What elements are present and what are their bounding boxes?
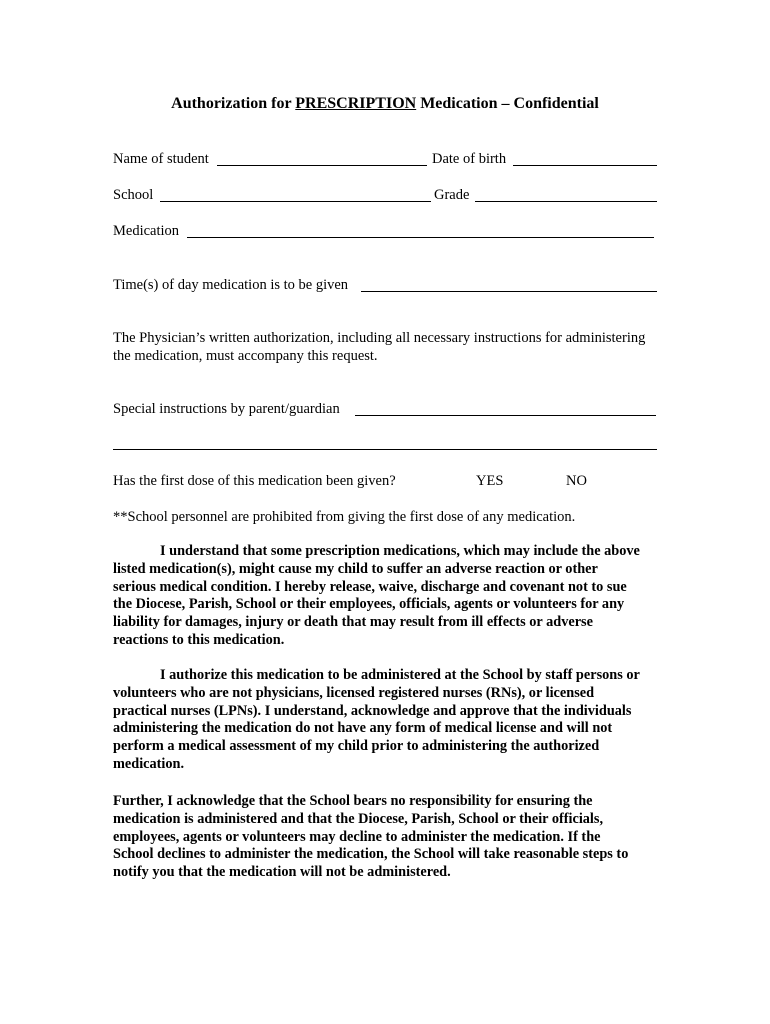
title-emphasis: PRESCRIPTION bbox=[295, 95, 417, 112]
medication-row bbox=[113, 222, 658, 242]
medication-field[interactable] bbox=[187, 237, 654, 238]
school-label: School bbox=[113, 187, 154, 203]
times-label: Time(s) of day medication is to be given bbox=[113, 277, 349, 293]
special-instructions-field[interactable] bbox=[355, 415, 656, 416]
first-dose-note: **School personnel are prohibited from giving the first dose of any medication. bbox=[113, 509, 576, 525]
responsibility-paragraph: Further, I acknowledge that the School bears no responsibility for ensuring the medication is administered and that the Diocese, Parish, School or their officials, employees, agents or volunteers may decline to administer the medication. If the School declines to administer the medication, the School will take reasonable steps to notify you that the medication will not be administered. bbox=[113, 793, 629, 881]
first-dose-question: Has the first dose of this medication been given? bbox=[113, 473, 396, 489]
authorization-text: I authorize this medication to be administered at the School by staff persons or volunteers who are not physicians, licensed registered nurses (RNs), or licensed practical nurses (LPNs). I understand, acknowledge and approve that the individuals administering the medication do not have any form of medical license and will not perform a medical assessment of my child prior to administering the authorized medication. bbox=[113, 667, 640, 772]
student-name-field[interactable] bbox=[217, 165, 427, 166]
special-instructions-field-line-2[interactable] bbox=[113, 449, 657, 450]
school-row bbox=[113, 186, 658, 206]
liability-release-text: I understand that some prescription medications, which may include the above listed medication(s), might cause my child to suffer an adverse reaction or other serious medical condition. I hereby release, waive, discharge and covenant not to sue the Diocese, Parish, School or their employees, officials, agents or volunteers for any liability for damages, injury or death that may result from ill effects or adverse reactions to this medication. bbox=[113, 543, 640, 648]
liability-release-paragraph bbox=[113, 543, 643, 650]
authorization-paragraph bbox=[113, 667, 643, 774]
grade-field[interactable] bbox=[475, 201, 657, 202]
times-row bbox=[113, 276, 658, 296]
times-field[interactable] bbox=[361, 291, 657, 292]
student-name-label: Name of student bbox=[113, 151, 209, 167]
title-prefix: Authorization for bbox=[171, 95, 292, 112]
dob-field[interactable] bbox=[513, 165, 657, 166]
first-dose-no-option[interactable]: NO bbox=[566, 473, 587, 489]
physician-note: The Physician’s written authorization, including all necessary instructions for administering the medication, must accompany this request. bbox=[113, 330, 646, 364]
first-dose-row bbox=[113, 472, 658, 492]
grade-label: Grade bbox=[434, 187, 470, 203]
form-title bbox=[0, 94, 770, 114]
school-field[interactable] bbox=[160, 201, 431, 202]
first-dose-yes-option[interactable]: YES bbox=[476, 473, 504, 489]
special-instructions-label: Special instructions by parent/guardian bbox=[113, 401, 340, 417]
dob-label: Date of birth bbox=[432, 151, 507, 167]
title-suffix: Medication – Confidential bbox=[420, 95, 599, 112]
student-row bbox=[113, 150, 658, 170]
special-instructions-row bbox=[113, 400, 658, 420]
medication-label: Medication bbox=[113, 223, 180, 239]
